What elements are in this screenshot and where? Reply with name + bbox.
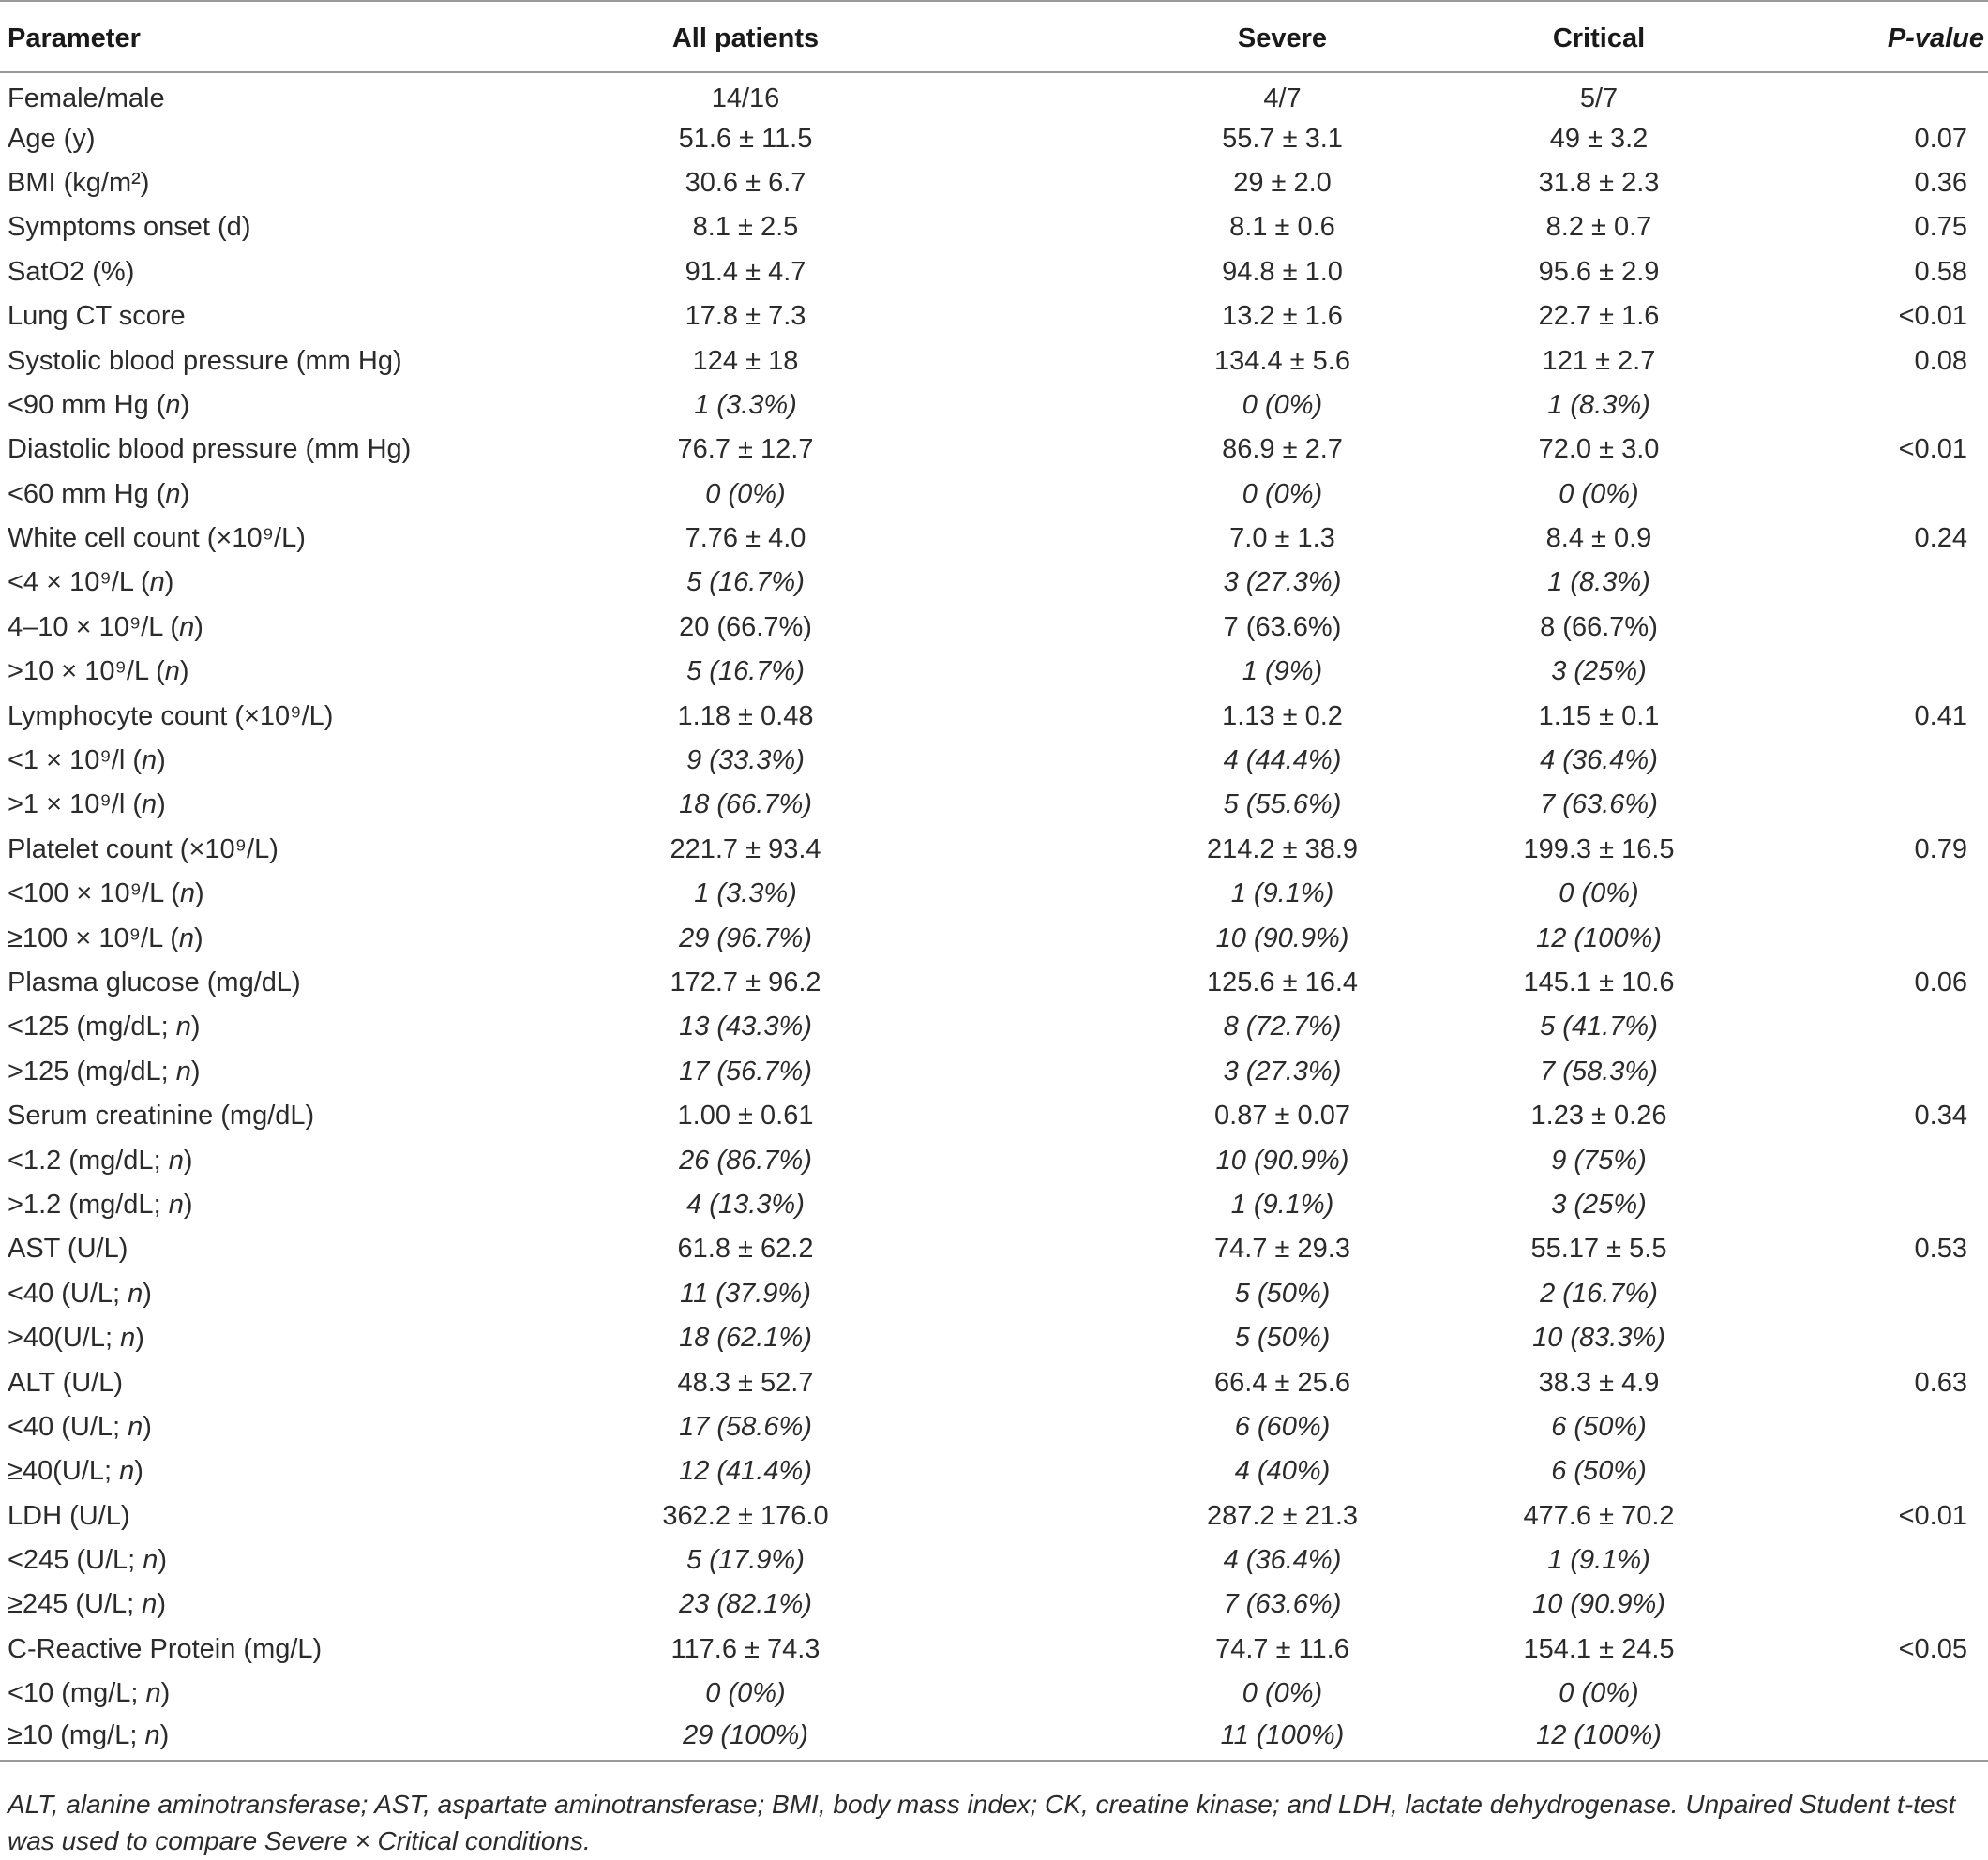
cell-p-value [1716, 1405, 1988, 1449]
cell-critical: 12 (100%) [1536, 922, 1662, 953]
table-row [0, 1360, 1988, 1404]
cell-p-value: 0.75 [1914, 212, 1967, 243]
cell-severe: 5 (50%) [1234, 1323, 1331, 1354]
cell-parameter: AST (U/L) [8, 1234, 128, 1265]
cell-parameter: ALT (U/L) [8, 1367, 124, 1398]
cell-parameter: Serum creatinine (mg/dL) [8, 1101, 315, 1132]
italic-n: n [143, 1545, 158, 1576]
cell-parameter: >10 × 10⁹/L (n) [8, 656, 189, 687]
italic-n: n [149, 567, 165, 598]
cell-parameter: BMI (kg/m²) [8, 167, 150, 198]
table-row [0, 1227, 1988, 1271]
cell-all-patients: 5 (16.7%) [686, 567, 805, 598]
cell-critical: 10 (83.3%) [1532, 1323, 1665, 1354]
cell-all-patients: 0 (0%) [705, 478, 786, 509]
cell-critical: 10 (90.9%) [1532, 1589, 1665, 1620]
table-row [0, 161, 1988, 205]
cell-critical: 49 ± 3.2 [1549, 123, 1649, 154]
cell-severe: 4 (36.4%) [1223, 1545, 1342, 1576]
cell-severe: 66.4 ± 25.6 [1214, 1367, 1350, 1398]
cell-critical: 1.15 ± 0.1 [1538, 700, 1660, 731]
cell-all-patients: 23 (82.1%) [679, 1589, 812, 1620]
cell-p-value: 0.58 [1914, 256, 1967, 287]
cell-critical: 0 (0%) [1559, 1678, 1639, 1709]
cell-p-value [1716, 1316, 1988, 1360]
cell-critical: 1 (8.3%) [1547, 567, 1650, 598]
cell-critical: 8 (66.7%) [1540, 611, 1658, 642]
table-header-row [0, 1, 1988, 72]
cell-severe: 287.2 ± 21.3 [1206, 1500, 1359, 1531]
italic-n: n [142, 789, 158, 820]
italic-n: n [145, 1678, 161, 1709]
cell-critical: 1.23 ± 0.26 [1530, 1101, 1667, 1132]
cell-all-patients: 172.7 ± 96.2 [670, 968, 821, 998]
cell-critical: 5/7 [1579, 82, 1619, 113]
cell-all-patients: 221.7 ± 93.4 [670, 833, 821, 864]
cell-severe: 3 (27.3%) [1223, 567, 1342, 598]
cell-parameter: Lymphocyte count (×10⁹/L) [8, 700, 334, 731]
cell-parameter: >1.2 (mg/dL; n) [8, 1189, 193, 1220]
table-row [0, 828, 1988, 872]
cell-p-value: 0.41 [1914, 700, 1967, 731]
table-row [0, 1005, 1988, 1049]
italic-n: n [120, 1323, 136, 1354]
cell-p-value [1716, 783, 1988, 827]
cell-critical: 7 (63.6%) [1540, 789, 1658, 820]
cell-severe: 55.7 ± 3.1 [1222, 123, 1343, 154]
cell-p-value: 0.06 [1914, 968, 1967, 998]
cell-severe: 94.8 ± 1.0 [1222, 256, 1343, 287]
cell-parameter: 4–10 × 10⁹/L (n) [8, 611, 203, 642]
cell-critical: 2 (16.7%) [1540, 1278, 1658, 1309]
cell-severe: 7 (63.6%) [1223, 611, 1342, 642]
cell-p-value [1716, 739, 1988, 783]
cell-critical: 12 (100%) [1393, 1716, 1716, 1760]
italic-n: n [165, 389, 181, 420]
table-row [0, 1272, 1988, 1316]
cell-critical: 22.7 ± 1.6 [1538, 301, 1660, 332]
italic-n: n [168, 1189, 184, 1220]
footnote-line-1: ALT, alanine aminotransferase; AST, aspartate aminotransferase; BMI, body mass index; CK, creatine kinase; and LDH, lactate dehydrogenase. Unpaired Student t-test [8, 1790, 1956, 1819]
table-row [0, 1138, 1988, 1182]
cell-parameter: <90 mm Hg (n) [8, 389, 190, 420]
cell-parameter: <245 (U/L; n) [8, 1545, 168, 1576]
table-row [0, 783, 1988, 827]
cell-all-patients: 18 (62.1%) [679, 1323, 812, 1354]
italic-n: n [179, 878, 196, 909]
italic-n: n [179, 611, 195, 642]
cell-critical: 6 (50%) [1551, 1456, 1647, 1487]
cell-critical: 3 (25%) [1551, 1189, 1647, 1220]
cell-severe: 0 (0%) [1242, 389, 1323, 420]
cell-critical: 4 (36.4%) [1540, 745, 1658, 776]
cell-parameter: Plasma glucose (mg/dL) [8, 968, 301, 998]
table-row [0, 1538, 1988, 1582]
cell-all-patients: 9 (33.3%) [686, 745, 805, 776]
cell-all-patients: 48.3 ± 52.7 [677, 1367, 814, 1398]
table-row [0, 872, 1988, 916]
cell-severe: 0.87 ± 0.07 [1214, 1101, 1350, 1132]
italic-n: n [142, 745, 158, 776]
cell-critical: 5 (41.7%) [1540, 1012, 1658, 1042]
italic-n: n [142, 1589, 158, 1620]
cell-all-patients: 1 (3.3%) [694, 878, 797, 909]
cell-critical: 145.1 ± 10.6 [1523, 968, 1675, 998]
cell-critical: 31.8 ± 2.3 [1538, 167, 1660, 198]
table-row [0, 961, 1988, 1005]
table-row [0, 1183, 1988, 1227]
cell-parameter: ≥245 (U/L; n) [8, 1589, 167, 1620]
cell-p-value [1716, 1183, 1988, 1227]
table-row [0, 916, 1988, 960]
italic-n: n [128, 1278, 143, 1309]
cell-all-patients: 1.18 ± 0.48 [677, 700, 814, 731]
table-row [0, 650, 1988, 694]
table-row [0, 606, 1988, 650]
table-footnote [8, 1786, 1977, 1859]
cell-severe: 13.2 ± 1.6 [1222, 301, 1343, 332]
cell-parameter: LDH (U/L) [8, 1500, 130, 1531]
table-row [0, 694, 1988, 738]
cell-critical: 8.2 ± 0.7 [1545, 212, 1652, 243]
cell-critical: 6 (50%) [1551, 1411, 1647, 1442]
cell-severe: 74.7 ± 29.3 [1214, 1234, 1350, 1265]
footnote-line-2: was used to compare Severe × Critical conditions. [8, 1826, 591, 1855]
cell-critical: 3 (25%) [1551, 656, 1647, 687]
cell-p-value: 0.36 [1914, 167, 1967, 198]
cell-critical: 154.1 ± 24.5 [1523, 1633, 1675, 1664]
cell-parameter: >125 (mg/dL; n) [8, 1056, 201, 1087]
cell-critical: 1 (9.1%) [1547, 1545, 1650, 1576]
header-p-value: P-value [1716, 1, 1988, 72]
cell-severe: 4/7 [1263, 82, 1302, 113]
cell-critical: 0 (0%) [1559, 478, 1639, 509]
table-row [0, 383, 1988, 428]
cell-parameter: <40 (U/L; n) [8, 1411, 152, 1442]
cell-parameter: ≥100 × 10⁹/L (n) [8, 922, 203, 953]
cell-parameter: <1 × 10⁹/l (n) [8, 745, 166, 776]
cell-all-patients: 29 (96.7%) [679, 922, 812, 953]
cell-severe: 29 ± 2.0 [1233, 167, 1332, 198]
italic-n: n [175, 1012, 191, 1042]
cell-parameter: SatO2 (%) [8, 256, 135, 287]
cell-all-patients: 12 (41.4%) [679, 1456, 812, 1487]
cell-p-value [1716, 1005, 1988, 1049]
cell-parameter: ≥40(U/L; n) [8, 1456, 143, 1487]
table-row [0, 517, 1988, 561]
cell-critical: 7 (58.3%) [1540, 1056, 1658, 1087]
italic-n: n [175, 1056, 191, 1087]
cell-parameter: Systolic blood pressure (mm Hg) [8, 345, 402, 376]
cell-p-value: 0.79 [1914, 833, 1967, 864]
cell-parameter: <1.2 (mg/dL; n) [8, 1145, 193, 1176]
cell-all-patients: 4 (13.3%) [686, 1189, 805, 1220]
cell-all-patients: 7.76 ± 4.0 [685, 523, 806, 554]
table-row [0, 1716, 1988, 1760]
cell-p-value [1716, 1138, 1988, 1182]
cell-all-patients: 18 (66.7%) [679, 789, 812, 820]
cell-p-value: <0.05 [1898, 1633, 1967, 1664]
table-row [0, 294, 1988, 338]
table-row [0, 72, 1988, 116]
table-row [0, 428, 1988, 472]
cell-severe: 8 (72.7%) [1223, 1012, 1342, 1042]
table-row [0, 472, 1988, 517]
cell-p-value [1716, 872, 1988, 916]
cell-all-patients: 17 (56.7%) [679, 1056, 812, 1087]
cell-severe: 3 (27.3%) [1223, 1056, 1342, 1087]
cell-critical: 95.6 ± 2.9 [1538, 256, 1660, 287]
cell-all-patients: 61.8 ± 62.2 [677, 1234, 814, 1265]
cell-p-value: <0.01 [1898, 301, 1967, 332]
cell-parameter: <100 × 10⁹/L (n) [8, 878, 204, 909]
cell-p-value [1716, 1272, 1988, 1316]
cell-critical: 38.3 ± 4.9 [1538, 1367, 1660, 1398]
cell-parameter: White cell count (×10⁹/L) [8, 523, 306, 554]
cell-parameter: Age (y) [8, 123, 96, 154]
cell-all-patients: 0 (0%) [705, 1678, 786, 1709]
italic-n: n [144, 1720, 160, 1751]
table-row [0, 1628, 1988, 1672]
table-row [0, 1449, 1988, 1493]
cell-parameter: <125 (mg/dL; n) [8, 1012, 201, 1042]
cell-critical: 1 (8.3%) [1547, 389, 1650, 420]
table-row [0, 116, 1988, 160]
cell-severe: 1 (9.1%) [1230, 1189, 1334, 1220]
cell-critical: 55.17 ± 5.5 [1530, 1234, 1667, 1265]
cell-critical: 72.0 ± 3.0 [1538, 434, 1660, 465]
cell-all-patients: 51.6 ± 11.5 [678, 123, 813, 154]
cell-all-patients: 20 (66.7%) [679, 611, 812, 642]
table-row [0, 1494, 1988, 1538]
cell-all-patients: 17.8 ± 7.3 [685, 301, 806, 332]
cell-p-value: <0.01 [1898, 434, 1967, 465]
cell-severe: 86.9 ± 2.7 [1222, 434, 1343, 465]
cell-p-value [1716, 72, 1988, 116]
cell-p-value [1716, 1449, 1988, 1493]
table-row [0, 739, 1988, 783]
table-body [0, 72, 1988, 1761]
table-row [0, 1316, 1988, 1360]
cell-parameter: Diastolic blood pressure (mm Hg) [8, 434, 412, 465]
cell-severe: 74.7 ± 11.6 [1215, 1633, 1349, 1664]
table-row [0, 1094, 1988, 1138]
cell-critical: 9 (75%) [1551, 1145, 1647, 1176]
table-row [0, 1050, 1988, 1094]
cell-severe: 1 (9.1%) [1230, 878, 1334, 909]
cell-all-patients: 362.2 ± 176.0 [662, 1500, 829, 1531]
cell-parameter: ≥10 (mg/L; n) [0, 1716, 572, 1760]
table-row [0, 338, 1988, 382]
cell-all-patients: 29 (100%) [572, 1716, 900, 1760]
cell-severe: 6 (60%) [1234, 1411, 1331, 1442]
header-all-patients: All patients [572, 1, 900, 72]
cell-severe: 4 (40%) [1234, 1456, 1331, 1487]
cell-all-patients: 124 ± 18 [692, 345, 799, 376]
cell-severe: 7 (63.6%) [1223, 1589, 1342, 1620]
cell-severe: 11 (100%) [900, 1716, 1393, 1760]
italic-n: n [165, 478, 181, 509]
table-row [0, 1672, 1988, 1716]
cell-severe: 4 (44.4%) [1223, 745, 1342, 776]
cell-p-value: 0.08 [1914, 345, 1967, 376]
cell-parameter: >1 × 10⁹/l (n) [8, 789, 166, 820]
cell-p-value: 0.07 [1914, 123, 1967, 154]
cell-p-value [1716, 383, 1988, 428]
cell-severe: 214.2 ± 38.9 [1206, 833, 1359, 864]
table-row [0, 1405, 1988, 1449]
cell-severe: 1.13 ± 0.2 [1222, 700, 1343, 731]
cell-severe: 5 (55.6%) [1223, 789, 1342, 820]
cell-parameter: Lung CT score [8, 301, 186, 332]
cell-p-value [1716, 1716, 1988, 1760]
cell-severe: 10 (90.9%) [1215, 1145, 1349, 1176]
cell-all-patients: 1 (3.3%) [694, 389, 797, 420]
header-severe: Severe [900, 1, 1393, 72]
cell-critical: 477.6 ± 70.2 [1523, 1500, 1675, 1531]
cell-all-patients: 5 (17.9%) [686, 1545, 805, 1576]
cell-parameter: Platelet count (×10⁹/L) [8, 833, 279, 864]
cell-all-patients: 30.6 ± 6.7 [685, 167, 806, 198]
cell-severe: 8.1 ± 0.6 [1229, 212, 1335, 243]
table-row [0, 205, 1988, 249]
cell-parameter: <4 × 10⁹/L (n) [8, 567, 174, 598]
cell-parameter: <60 mm Hg (n) [8, 478, 190, 509]
cell-p-value [1716, 650, 1988, 694]
cell-p-value: 0.34 [1914, 1101, 1967, 1132]
cell-p-value [1716, 472, 1988, 517]
italic-n: n [164, 656, 180, 687]
cell-parameter: Symptoms onset (d) [8, 212, 251, 243]
cell-all-patients: 91.4 ± 4.7 [685, 256, 806, 287]
table-row [0, 1582, 1988, 1627]
cell-parameter: Female/male [8, 82, 165, 113]
cell-parameter: <40 (U/L; n) [8, 1278, 152, 1309]
cell-p-value [1716, 916, 1988, 960]
cell-p-value [1716, 1538, 1988, 1582]
cell-p-value: <0.01 [1898, 1500, 1967, 1531]
cell-all-patients: 17 (58.6%) [679, 1411, 812, 1442]
cell-severe: 0 (0%) [1242, 478, 1323, 509]
cell-all-patients: 1.00 ± 0.61 [677, 1101, 814, 1132]
cell-p-value: 0.63 [1914, 1367, 1967, 1398]
cell-p-value: 0.53 [1914, 1234, 1967, 1265]
cell-all-patients: 13 (43.3%) [679, 1012, 812, 1042]
cell-all-patients: 76.7 ± 12.7 [677, 434, 814, 465]
cell-all-patients: 26 (86.7%) [679, 1145, 812, 1176]
cell-all-patients: 14/16 [711, 82, 780, 113]
cell-p-value [1716, 561, 1988, 605]
cell-severe: 134.4 ± 5.6 [1214, 345, 1350, 376]
cell-parameter: >40(U/L; n) [8, 1323, 144, 1354]
cell-all-patients: 5 (16.7%) [686, 656, 805, 687]
cell-critical: 199.3 ± 16.5 [1523, 833, 1675, 864]
cell-p-value [1716, 1672, 1988, 1716]
cell-severe: 7.0 ± 1.3 [1229, 523, 1335, 554]
cell-p-value: 0.24 [1914, 523, 1967, 554]
cell-severe: 0 (0%) [1242, 1678, 1323, 1709]
cell-parameter: C-Reactive Protein (mg/L) [8, 1633, 323, 1664]
cell-p-value [1716, 1050, 1988, 1094]
italic-n: n [178, 922, 194, 953]
header-parameter: Parameter [0, 1, 572, 72]
cell-severe: 1 (9%) [1242, 656, 1323, 687]
cell-severe: 5 (50%) [1234, 1278, 1331, 1309]
cell-all-patients: 11 (37.9%) [680, 1278, 811, 1309]
cell-parameter: <10 (mg/L; n) [8, 1678, 171, 1709]
cell-p-value [1716, 1582, 1988, 1627]
cell-critical: 8.4 ± 0.9 [1545, 523, 1652, 554]
italic-n: n [168, 1145, 184, 1176]
italic-n: n [119, 1456, 135, 1487]
header-critical: Critical [1393, 1, 1716, 72]
cell-all-patients: 117.6 ± 74.3 [670, 1633, 821, 1664]
cell-critical: 0 (0%) [1559, 878, 1639, 909]
table-row [0, 250, 1988, 294]
cell-critical: 121 ± 2.7 [1542, 345, 1656, 376]
table-row [0, 561, 1988, 605]
cell-severe: 125.6 ± 16.4 [1206, 968, 1359, 998]
italic-n: n [128, 1411, 143, 1442]
cell-all-patients: 8.1 ± 2.5 [692, 212, 799, 243]
cell-severe: 10 (90.9%) [1215, 922, 1349, 953]
cell-p-value [1716, 606, 1988, 650]
